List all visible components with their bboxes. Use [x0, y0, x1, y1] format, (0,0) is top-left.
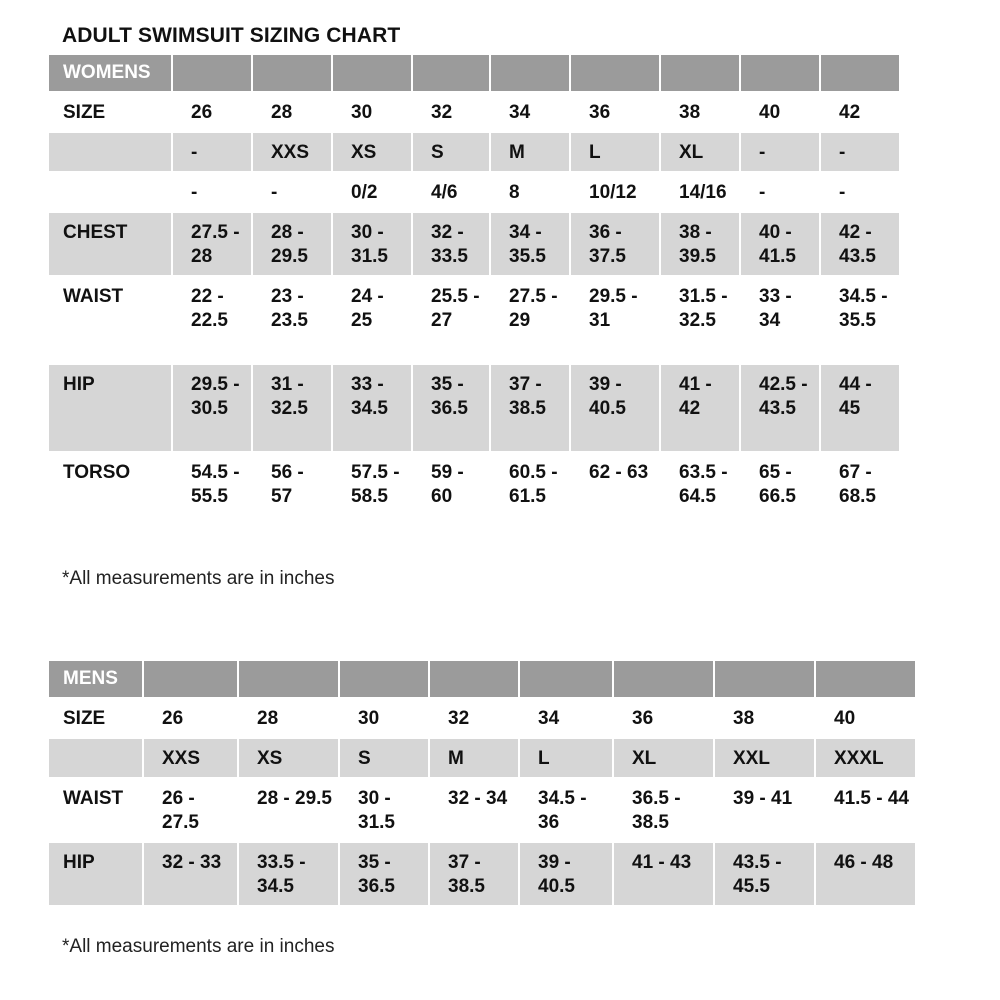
table-cell: 31.5 - 32.5 [679, 286, 728, 331]
table-cell: 35 - 36.5 [413, 365, 489, 451]
table-cell: 56 - 57 [271, 462, 304, 507]
table-cell: 36 - 37.5 [571, 213, 659, 275]
header-cell [741, 55, 819, 91]
table-row [49, 365, 899, 451]
table-cell: 34 [509, 102, 531, 123]
table-cell: 43.5 - 45.5 [715, 843, 814, 905]
table-cell: 32 - 33 [144, 843, 237, 905]
table-cell: 30 - 31.5 [333, 213, 411, 275]
table-cell: 29.5 - 31 [589, 286, 638, 331]
table-cell: - [741, 133, 819, 171]
table-row [49, 133, 899, 171]
header-cell [614, 661, 713, 697]
table-cell: 42.5 - 43.5 [741, 365, 819, 451]
table-cell: 28 - 29.5 [257, 788, 332, 809]
table-cell: 39 - 40.5 [571, 365, 659, 451]
table-cell: 10/12 [589, 182, 637, 203]
row-label [49, 739, 142, 777]
table-cell: 65 - 66.5 [759, 462, 796, 507]
table-cell: M [491, 133, 569, 171]
table-cell: 36 [589, 102, 611, 123]
table-cell: 30 [351, 102, 373, 123]
table-cell: XL [661, 133, 739, 171]
table-cell: 32 [431, 102, 453, 123]
table-cell: XXL [715, 739, 814, 777]
table-cell: 26 - 27.5 [162, 788, 199, 833]
table-cell: 28 [271, 102, 293, 123]
row-label: SIZE [63, 102, 106, 123]
table-cell: 59 - 60 [431, 462, 464, 507]
row-label: WAIST [63, 286, 124, 307]
table-cell: 39 - 41 [733, 788, 793, 809]
table-cell: S [340, 739, 428, 777]
table-cell: S [413, 133, 489, 171]
table-cell: XS [333, 133, 411, 171]
table-cell: 31 - 32.5 [253, 365, 331, 451]
table-cell: L [571, 133, 659, 171]
table-cell: 24 - 25 [351, 286, 384, 331]
row-label: WAIST [63, 788, 124, 809]
header-cell [661, 55, 739, 91]
table-cell: - [821, 133, 899, 171]
table-cell: 57.5 - 58.5 [351, 462, 400, 507]
table-row [49, 779, 915, 841]
table-cell: XS [239, 739, 338, 777]
table-cell: 36 [632, 708, 654, 729]
header-cell [340, 661, 428, 697]
table-cell: 34.5 - 35.5 [839, 286, 888, 331]
table-cell: 33.5 - 34.5 [239, 843, 338, 905]
table-cell: 42 [839, 102, 861, 123]
table-row [49, 699, 915, 737]
table-cell: 44 - 45 [821, 365, 899, 451]
mens-measurement-note: *All measurements are in inches [62, 936, 335, 957]
table-cell: 41.5 - 44 [834, 788, 909, 809]
table-cell: 25.5 - 27 [431, 286, 480, 331]
womens-size-table [47, 53, 901, 541]
row-label: HIP [49, 365, 171, 451]
table-cell: - [271, 182, 278, 203]
table-cell: XXS [253, 133, 331, 171]
row-label: HIP [49, 843, 142, 905]
row-label [49, 133, 171, 171]
row-label: TORSO [63, 462, 131, 483]
row-label [49, 173, 171, 211]
table-cell: 34 [538, 708, 560, 729]
table-cell: 35 - 36.5 [340, 843, 428, 905]
table-cell: 63.5 - 64.5 [679, 462, 728, 507]
table-cell: 26 [191, 102, 213, 123]
mens-header-row [49, 661, 915, 697]
table-cell: 32 - 33.5 [413, 213, 489, 275]
table-cell: 29.5 - 30.5 [173, 365, 251, 451]
table-cell: 41 - 43 [614, 843, 713, 905]
table-cell: 46 - 48 [816, 843, 915, 905]
row-label: CHEST [49, 213, 171, 275]
table-cell: 34.5 - 36 [538, 788, 587, 833]
header-cell [239, 661, 338, 697]
table-cell: 27.5 - 28 [173, 213, 251, 275]
table-cell: 62 - 63 [589, 462, 649, 483]
header-cell [715, 661, 814, 697]
header-cell [430, 661, 518, 697]
table-cell: 32 - 34 [448, 788, 508, 809]
header-cell [821, 55, 899, 91]
womens-measurement-note: *All measurements are in inches [62, 568, 335, 589]
table-cell: 28 [257, 708, 279, 729]
table-cell: 37 - 38.5 [491, 365, 569, 451]
table-cell: 40 [759, 102, 781, 123]
row-label: SIZE [63, 708, 106, 729]
table-cell: 14/16 [679, 182, 727, 203]
table-cell: - [759, 182, 766, 203]
table-cell: 22 - 22.5 [191, 286, 228, 331]
table-cell: - [191, 182, 198, 203]
table-cell: 54.5 - 55.5 [191, 462, 240, 507]
table-cell: 38 [679, 102, 701, 123]
table-cell: L [520, 739, 612, 777]
table-cell: 27.5 - 29 [509, 286, 558, 331]
table-cell: 60.5 - 61.5 [509, 462, 558, 507]
table-cell: 34 - 35.5 [491, 213, 569, 275]
header-cell [491, 55, 569, 91]
womens-header-label: WOMENS [49, 55, 171, 91]
table-row [49, 453, 899, 539]
table-row [49, 843, 915, 905]
header-cell [816, 661, 915, 697]
table-cell: 8 [509, 182, 520, 203]
table-cell: - [173, 133, 251, 171]
table-cell: 0/2 [351, 182, 378, 203]
mens-header-label: MENS [49, 661, 142, 697]
womens-header-row [49, 55, 899, 91]
table-cell: 40 - 41.5 [741, 213, 819, 275]
table-cell: XXXL [816, 739, 915, 777]
table-cell: 26 [162, 708, 184, 729]
table-row [49, 739, 915, 777]
table-cell: 28 - 29.5 [253, 213, 331, 275]
header-cell [253, 55, 331, 91]
table-cell: 36.5 - 38.5 [632, 788, 681, 833]
header-cell [144, 661, 237, 697]
table-cell: 32 [448, 708, 470, 729]
table-cell: 4/6 [431, 182, 458, 203]
table-cell: 37 - 38.5 [430, 843, 518, 905]
header-cell [333, 55, 411, 91]
header-cell [520, 661, 612, 697]
header-cell [413, 55, 489, 91]
mens-size-table [47, 659, 917, 907]
table-cell: XXS [144, 739, 237, 777]
table-cell: 23 - 23.5 [271, 286, 308, 331]
header-cell [173, 55, 251, 91]
table-cell: 30 - 31.5 [358, 788, 395, 833]
table-row [49, 213, 899, 275]
table-cell: 40 [834, 708, 856, 729]
table-cell: 33 - 34 [759, 286, 792, 331]
table-cell: 33 - 34.5 [333, 365, 411, 451]
table-cell: M [430, 739, 518, 777]
table-cell: 38 - 39.5 [661, 213, 739, 275]
table-cell: 41 - 42 [661, 365, 739, 451]
table-row [49, 173, 899, 211]
table-row [49, 93, 899, 131]
chart-title: ADULT SWIMSUIT SIZING CHART [62, 24, 401, 47]
table-row [49, 277, 899, 363]
header-cell [571, 55, 659, 91]
table-cell: 30 [358, 708, 380, 729]
table-cell: 42 - 43.5 [821, 213, 899, 275]
table-cell: 67 - 68.5 [839, 462, 876, 507]
table-cell: XL [614, 739, 713, 777]
table-cell: 39 - 40.5 [520, 843, 612, 905]
table-cell: 38 [733, 708, 755, 729]
table-cell: - [839, 182, 846, 203]
